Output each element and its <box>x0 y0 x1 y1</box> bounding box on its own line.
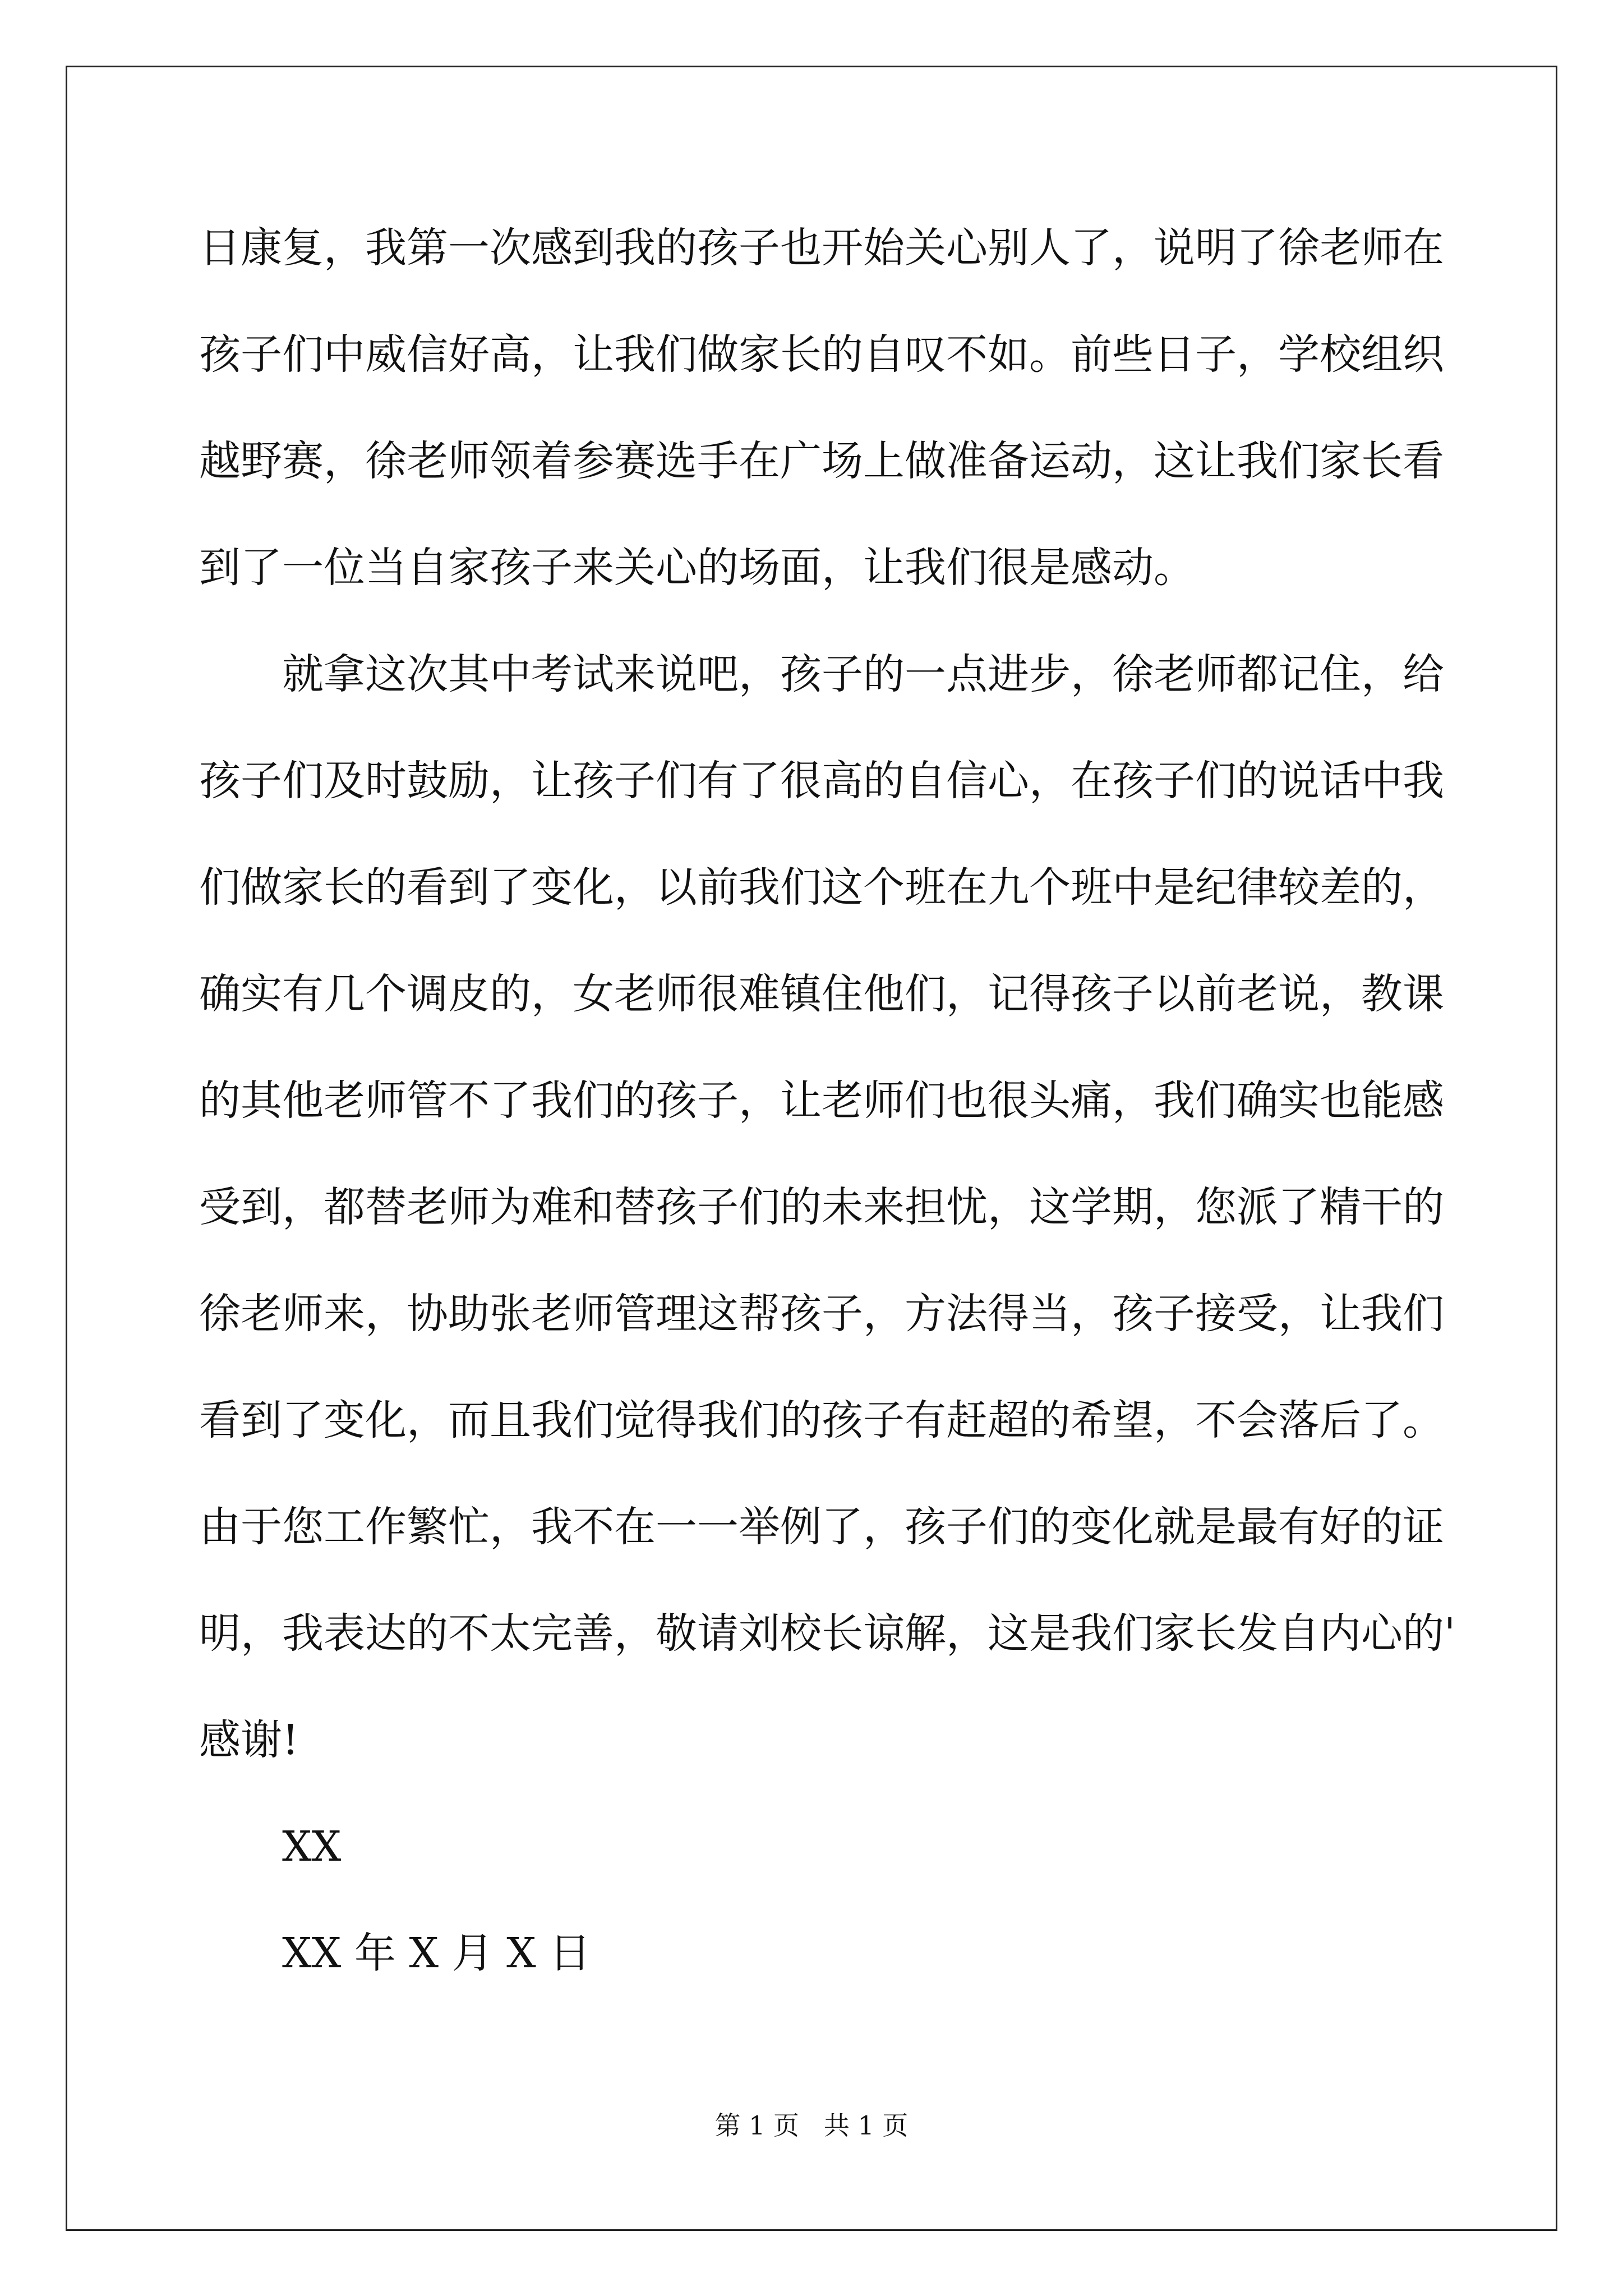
body-line: 确实有几个调皮的，女老师很难镇住他们，记得孩子以前老说，教课 <box>199 970 1444 1018</box>
signature-line: XX <box>199 1823 342 1871</box>
body-line: 受到，都替老师为难和替孩子们的未来担忧，这学期，您派了精干的 <box>199 1183 1444 1231</box>
page-number-footer: 第 1 页 共 1 页 <box>714 2110 909 2141</box>
date-line: XX 年 X 月 X 日 <box>199 1929 591 1977</box>
page-border <box>66 66 1557 2231</box>
body-line: 徐老师来，协助张老师管理这帮孩子，方法得当，孩子接受，让我们 <box>199 1290 1444 1338</box>
body-line: 由于您工作繁忙，我不在一一举例了，孩子们的变化就是最有好的证 <box>199 1503 1444 1551</box>
body-line: 就拿这次其中考试来说吧，孩子的一点进步，徐老师都记住，给 <box>199 650 1444 698</box>
body-line: 孩子们及时鼓励，让孩子们有了很高的自信心，在孩子们的说话中我 <box>199 757 1444 805</box>
body-line: 们做家长的看到了变化，以前我们这个班在九个班中是纪律较差的， <box>199 863 1444 912</box>
body-line: 看到了变化，而且我们觉得我们的孩子有赶超的希望，不会落后了。 <box>199 1396 1444 1444</box>
body-line: 的其他老师管不了我们的孩子，让老师们也很头痛，我们确实也能感 <box>199 1076 1444 1125</box>
body-line: 明，我表达的不太完善，敬请刘校长谅解，这是我们家长发自内心的' <box>199 1609 1456 1658</box>
body-line: 到了一位当自家孩子来关心的场面，让我们很是感动。 <box>199 544 1195 592</box>
body-line: 感谢! <box>199 1716 299 1764</box>
body-line: 日康复，我第一次感到我的孩子也开始关心别人了，说明了徐老师在 <box>199 224 1444 272</box>
body-line: 越野赛，徐老师领着参赛选手在广场上做准备运动，这让我们家长看 <box>199 437 1444 485</box>
body-line: 孩子们中威信好高，让我们做家长的自叹不如。前些日子，学校组织 <box>199 330 1444 379</box>
